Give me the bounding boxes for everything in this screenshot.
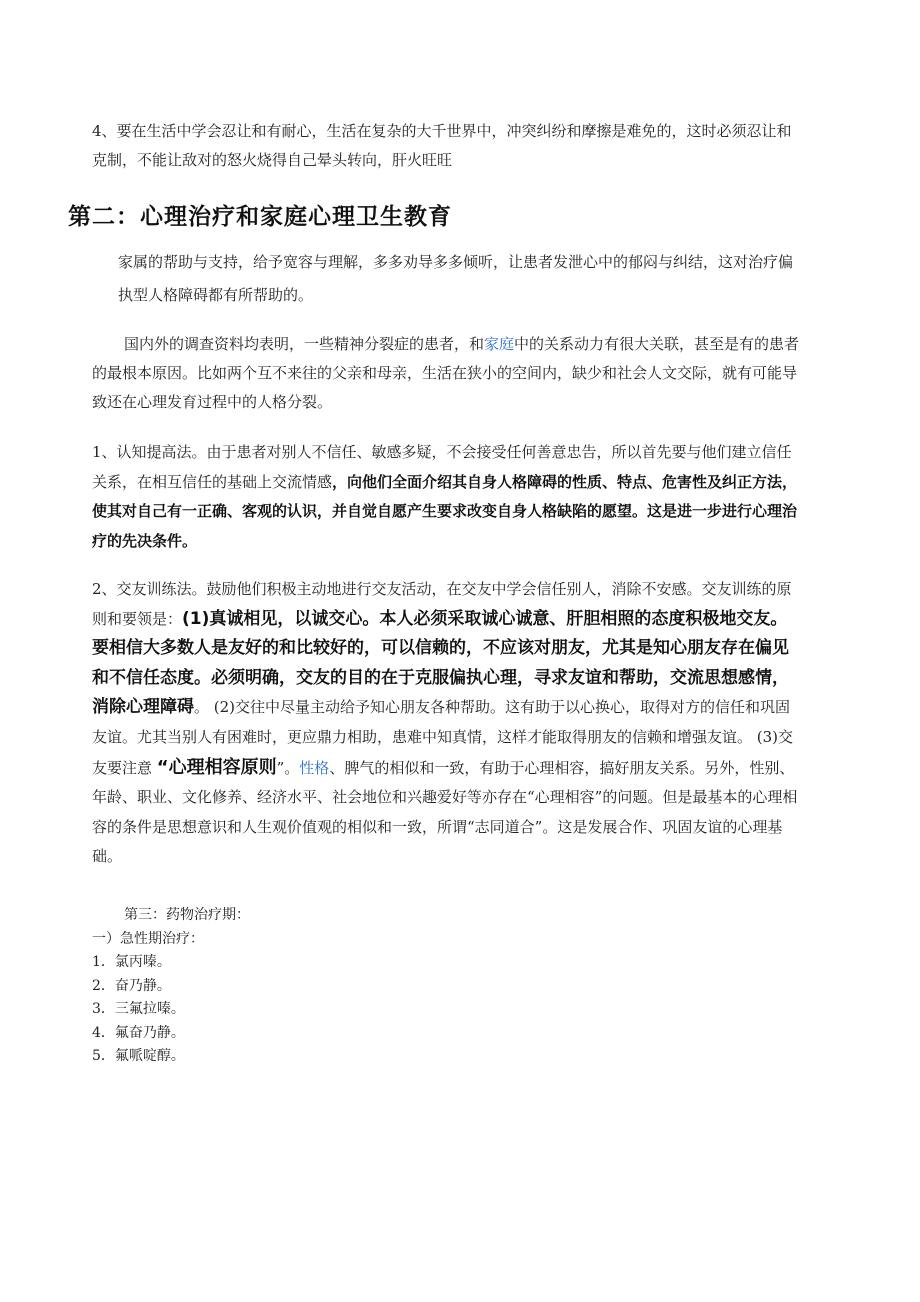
drug-list — [92, 904, 804, 1069]
drug-section-title: 第三：药物治疗期： — [124, 907, 250, 923]
personality-link[interactable]: 性格 — [299, 758, 330, 777]
list-item: 2．奋乃静。 — [92, 977, 171, 994]
paragraph-friendship: 2、交友训练法。鼓励他们积极主动地进行交友活动，在交友中学会信任别人，消除不安感。交友训练的原则和要领是：(1)真诚相见，以诚交心。本人必须采取诚心诚意、肝胆相照的态度积极地交友。要相信大多数人是友好的和比较好的，可以信赖的，不应该对朋友，尤其是知心朋友存在偏见和不信任态度。必须明确，交友的目的在于克服偏执心理，寻求友谊和帮助，交流思想感情，消除心理障碍。 (2)交往中尽量主动给予知心朋友各种帮助。这有助于以心换心，取得对方的信任和巩固友谊。尤其当别人有困难时，更应鼎力相助，患难中知真情，这样才能取得朋友的信赖和增强友谊。 (3)交友要注意 “心理相容原则”。性格、脾气的相似和一致，有助于心理相容，搞好朋友关系。另外，性别、年龄、职业、文化修养、经济水平、社会地位和兴趣爱好等亦存在“心理相容”的问题。但是最基本的心理相容的条件是思想意识和人生观价值观的相似和一致，所谓“志同道合”。这是发展合作、巩固友谊的心理基础。 — [92, 580, 798, 866]
paragraph-survey: 国内外的调查资料均表明，一些精神分裂症的患者，和家庭中的关系动力有很大关联，甚至是有的患者的最根本原因。比如两个互不来往的父亲和母亲，生活在狭小的空间内，缺少和社会人文交际，就有可能导致还在心理发育过程中的人格分裂。 — [92, 335, 800, 411]
paragraph-cognition: 1、认知提高法。由于患者对别人不信任、敏感多疑，不会接受任何善意忠告，所以首先要与他们建立信任关系，在相互信任的基础上交流情感，向他们全面介绍其自身人格障碍的性质、特点、危害性及纠正方法，使其对自己有一正确、客观的认识，并自觉自愿产生要求改变自身人格缺陷的愿望。这是进一步进行心理治疗的先决条件。 — [92, 443, 798, 550]
list-item: 5．氟哌啶醇。 — [92, 1048, 185, 1064]
list-item: 1．氯丙嗪。 — [92, 954, 171, 970]
paragraph-family-support: 家属的帮助与支持，给予宽容与理解，多多劝导多多倾听，让患者发泄心中的郁闷与纠结，这对治疗偏执型人格障碍都有所帮助的。 — [118, 253, 794, 304]
drug-subtitle: 一）急性期治疗： — [92, 930, 204, 947]
section-heading: 第二：心理治疗和家庭心理卫生教育 — [68, 204, 452, 230]
principle-quote: “心理相容原则 — [156, 756, 277, 778]
family-link[interactable]: 家庭 — [484, 335, 515, 353]
list-item: 4．氟奋乃静。 — [92, 1024, 185, 1041]
list-item: 3．三氟拉嗪。 — [92, 1001, 185, 1017]
paragraph-patience: 4、要在生活中学会忍让和有耐心，生活在复杂的大千世界中，冲突纠纷和摩擦是难免的，这时必须忍让和克制，不能让敌对的怒火烧得自己晕头转向，肝火旺旺 — [92, 122, 792, 169]
